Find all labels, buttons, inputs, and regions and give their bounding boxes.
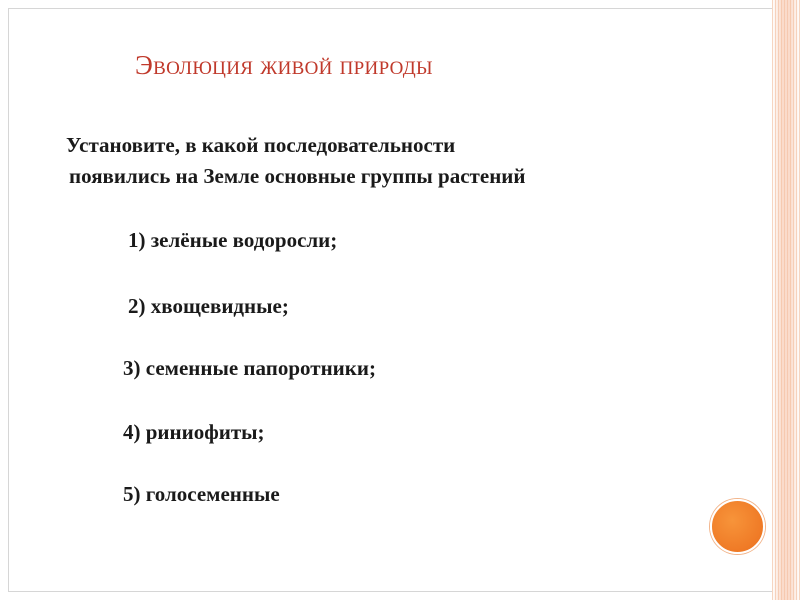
decorative-stripes-shade	[772, 0, 800, 600]
list-item-3: 3) семенные папоротники;	[123, 356, 376, 380]
question-line-2: появились на Земле основные группы растений	[69, 164, 526, 188]
decorative-circle-icon	[710, 499, 765, 554]
question-line-1: Установите, в какой последовательности	[66, 133, 456, 157]
list-item-1: 1) зелёные водоросли;	[128, 228, 338, 252]
list-item-4: 4) риниофиты;	[123, 420, 265, 444]
slide-title: Эволюция живой природы	[135, 50, 433, 80]
question-text	[66, 130, 526, 192]
list-item-2: 2) хвощевидные;	[128, 294, 289, 318]
list-item-5: 5) голосеменные	[123, 482, 280, 506]
